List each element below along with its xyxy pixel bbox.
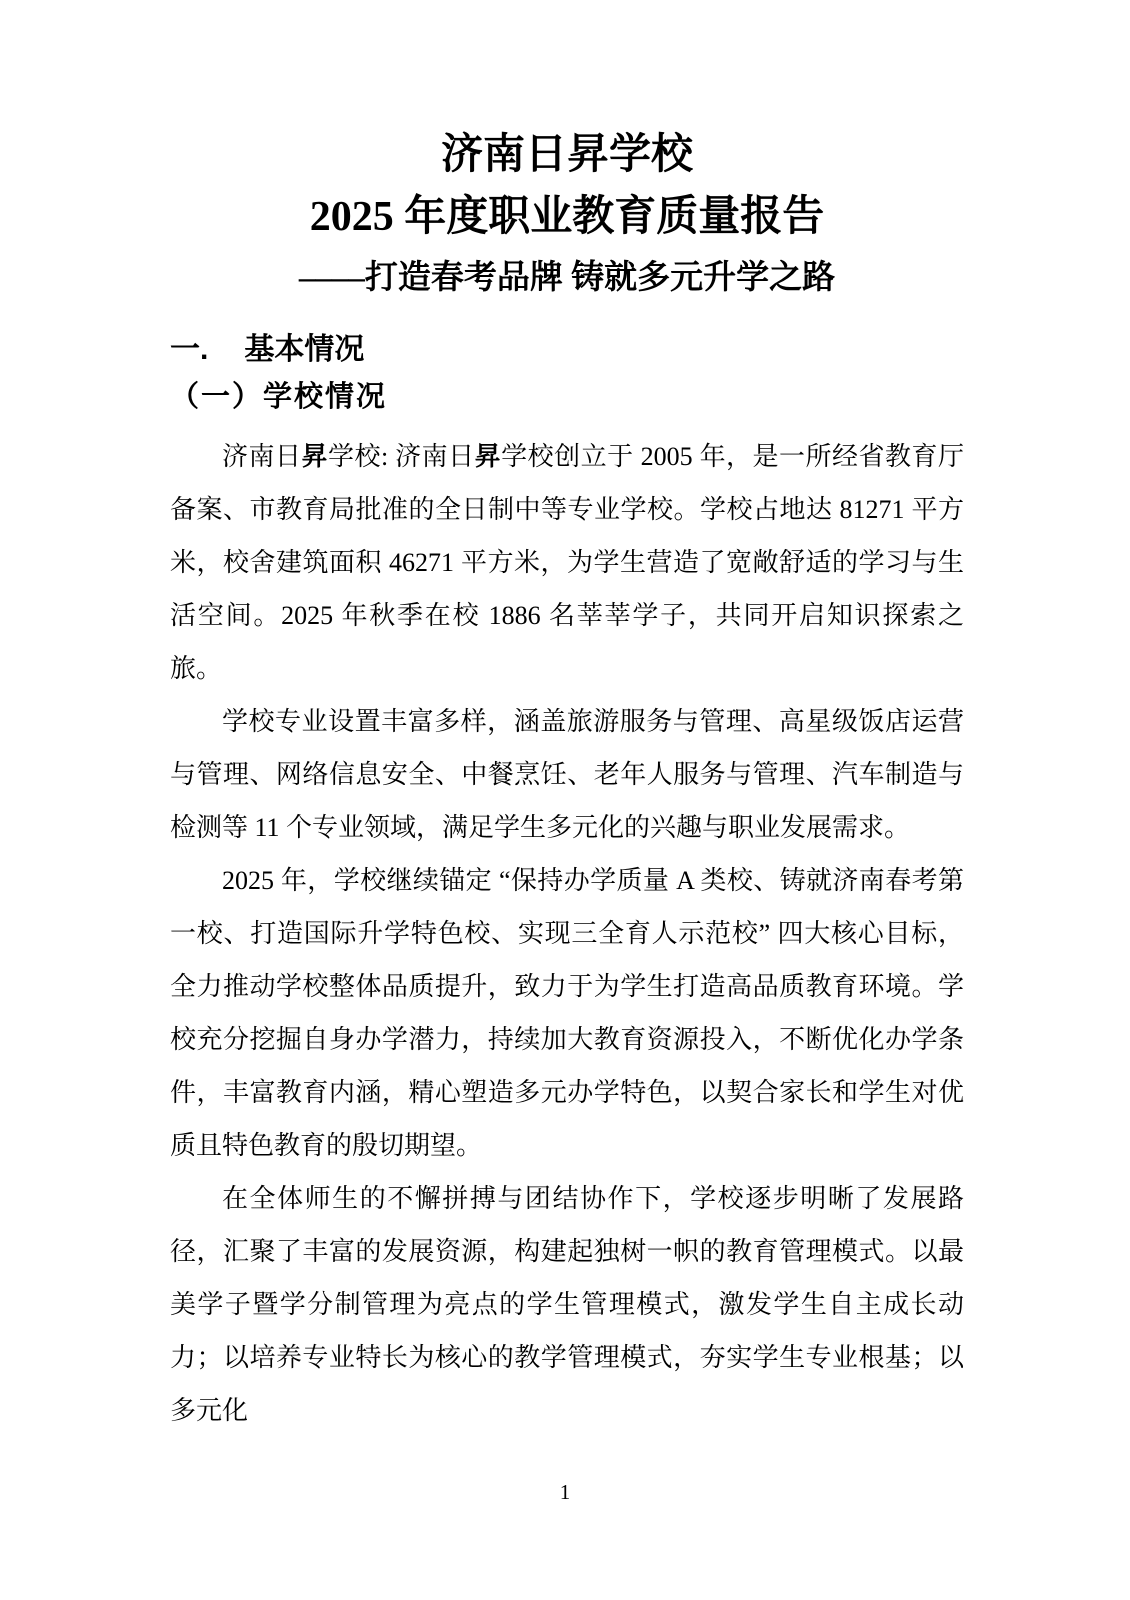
subsection-heading: （一）学校情况: [170, 381, 388, 413]
paragraph-text: 学校创立于 2005 年，是一所经省教育厅备案、市教育局批准的全日制中等专业学校。学校占地达 81271 平方米，校舍建筑面积 46271 平方米，为学生营造了宽敞舒适的学习与生活空间。2025 年秋季在校 1886 名莘莘学子，共同开启知识探索之旅。: [170, 442, 964, 683]
body-paragraph: [170, 854, 964, 1172]
body-paragraph: [170, 1172, 964, 1437]
paragraph-text: 2025 年，学校继续锚定 “保持办学质量 A 类校、铸就济南春考第一校、打造国际升学特色校、实现三全育人示范校” 四大核心目标，全力推动学校整体品质提升，致力于为学生打造高品质教育环境。学校充分挖掘自身办学潜力，持续加大教育资源投入，不断优化办学条件，丰富教育内涵，精心塑造多元办学特色，以契合家长和学生对优质且特色教育的殷切期望。: [170, 866, 964, 1160]
page-number: 1: [559, 1480, 571, 1504]
document-title-line2: 2025 年度职业教育质量报告: [309, 194, 825, 240]
section-heading-number: 一.: [170, 333, 209, 366]
paragraph-text: 济南日: [222, 442, 302, 471]
paragraph-text: 学校专业设置丰富多样，涵盖旅游服务与管理、高星级饭店运营与管理、网络信息安全、中餐烹饪、老年人服务与管理、汽车制造与检测等 11 个专业领域，满足学生多元化的兴趣与职业发展需求。: [170, 707, 964, 842]
document-body: [170, 430, 964, 1437]
emphasized-text: 昇: [474, 441, 502, 471]
section-heading: [170, 328, 964, 372]
body-paragraph: [170, 430, 964, 695]
document-title-line1: 济南日昇学校: [440, 132, 693, 178]
paragraph-text: 在全体师生的不懈拼搏与团结协作下，学校逐步明晰了发展路径，汇聚了丰富的发展资源，构建起独树一帜的教育管理模式。以最美学子暨学分制管理为亮点的学生管理模式，激发学生自主成长动力；以培养专业特长为核心的教学管理模式，夯实学生专业根基；以多元化: [170, 1184, 964, 1425]
document-subtitle: ––––打造春考品牌 铸就多元升学之路: [298, 260, 836, 296]
paragraph-text: 学校: 济南日: [327, 442, 475, 471]
body-paragraph: [170, 695, 964, 854]
section-heading-label: 基本情况: [244, 333, 365, 366]
emphasized-text: 昇: [301, 441, 328, 471]
